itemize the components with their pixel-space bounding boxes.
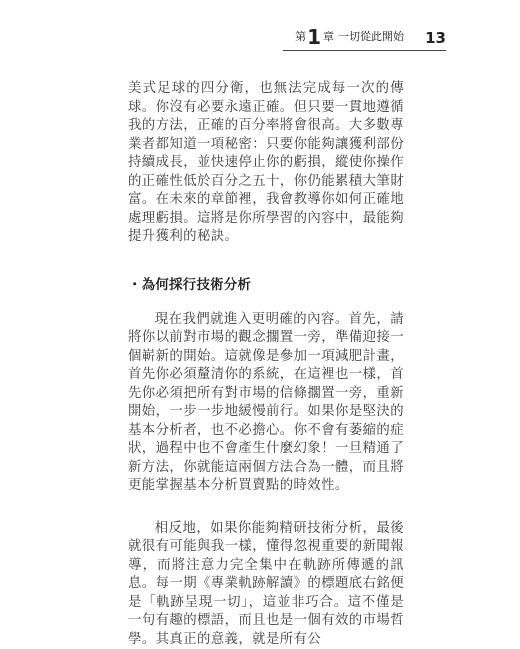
header-divider: [283, 50, 446, 51]
paragraph: 相反地，如果你能夠精研技術分析，最後就很有可能與我一樣，懂得忽視重要的新聞報導，而將注意力完全集中在軌跡所傳遞的訊息。每一期《專業軌跡解讀》的標題底右銘便是「軌跡呈現一切」，這並非巧合。這不僅是一句有趣的標語，而且也是一個有效的市場哲學。其真正的意義，就是所有公: [128, 520, 404, 649]
paragraph: 美式足球的四分衛，也無法完成每一次的傳球。你沒有必要永遠正確。但只要一貫地遵循我的方法，正確的百分率將會很高。大多數專業者都知道一項秘密：只要你能夠讓獲利部份持續成長，並快速停止你的虧損，縱使你操作的正確性低於百分之五十，你仍能累積大筆財富。在未來的章節裡，我會教導你如何正確地處理虧損。這將是你所學習的內容中，最能夠提升獲利的秘訣。: [128, 80, 404, 247]
chapter-label: 第: [295, 28, 306, 44]
paragraph: 現在我們就進入更明確的內容。首先，請將你以前對市場的觀念擱置一旁，準備迎接一個嶄新的開始。這就像是參加一項減肥計畫，首先你必須釐清你的系統，在這裡也一樣，首先你必須把所有對市場的信條擱置一旁，重新開始，一步一步地緩慢前行。如果你是堅決的基本分析者，也不必擔心。你不會有萎縮的症狀，過程中也不會產生什麼幻象！一旦精通了新方法，你就能這兩個方法合為一體，而且將更能掌握基本分析買賣點的時效性。: [128, 311, 404, 496]
running-header: [295, 27, 404, 47]
chapter-title: 一切從此開始: [338, 28, 404, 44]
page-number: 13: [425, 29, 446, 47]
chapter-suffix: 章: [323, 28, 334, 44]
chapter-number: 1: [307, 27, 321, 47]
section-heading: ・為何採行技術分析: [128, 274, 404, 293]
page-body: [128, 80, 404, 649]
